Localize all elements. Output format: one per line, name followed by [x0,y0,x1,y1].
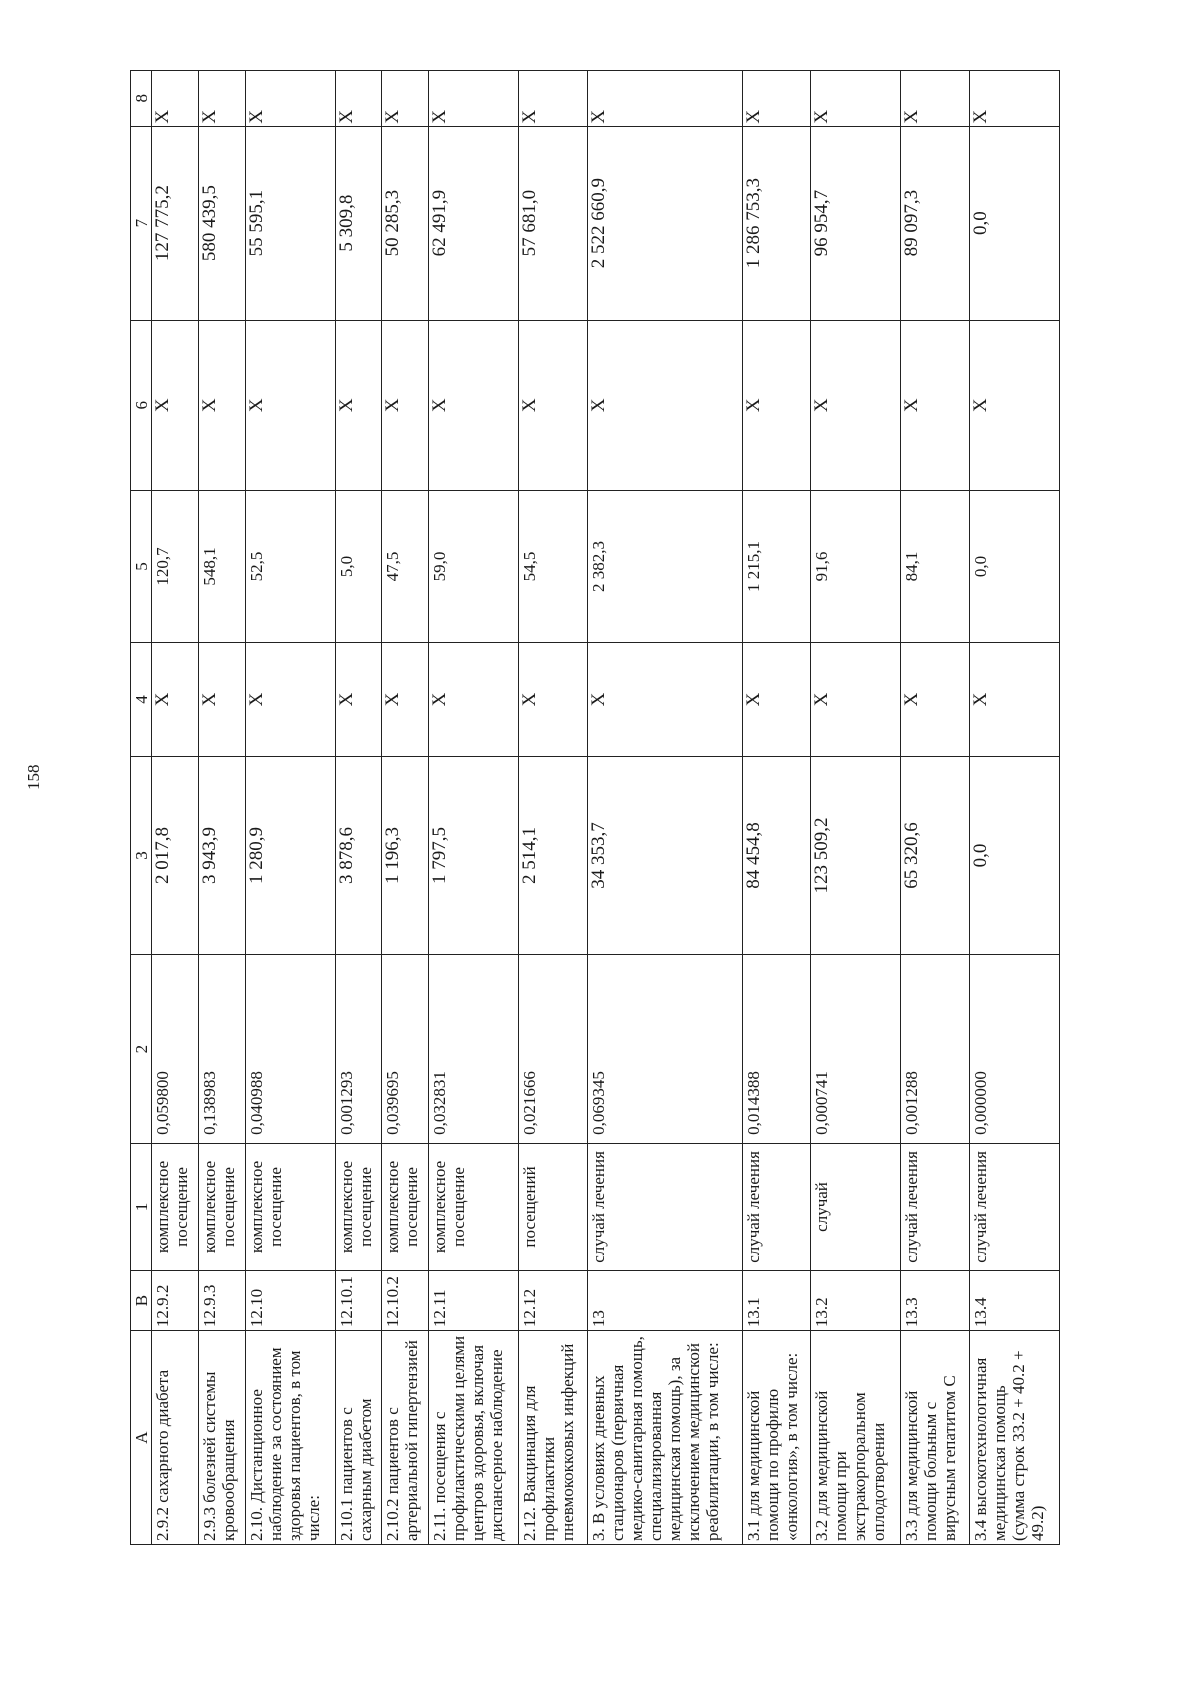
cell-col-2: 0,032831 [429,955,519,1143]
column-header: 7 [131,126,152,320]
cell-col-5: 548,1 [198,490,245,643]
row-name: 2.10.1 пациентов с сахарным диабетом [335,1331,382,1545]
table-row [429,71,519,1545]
cell-col-5: 0,0 [969,490,1059,643]
column-header: 5 [131,490,152,643]
cell-col-2: 0,138983 [198,955,245,1143]
cell-col-4: X [969,643,1059,756]
cell-col-3: 1 196,3 [382,756,429,955]
unit-cell: случай лечения [587,1143,742,1270]
cell-col-8: X [152,71,199,127]
cell-col-7: 580 439,5 [198,126,245,320]
row-code: 13.2 [811,1271,901,1331]
cell-col-7: 1 286 753,3 [742,126,810,320]
cell-col-8: X [587,71,742,127]
row-code: 12.9.3 [198,1271,245,1331]
cell-col-4: X [152,643,199,756]
cell-col-4: X [811,643,901,756]
cell-col-8: X [519,71,587,127]
cell-col-8: X [969,71,1059,127]
cell-col-6: X [382,320,429,490]
rotated-table-container [130,70,1060,1545]
cell-col-5: 47,5 [382,490,429,643]
cell-col-5: 52,5 [245,490,335,643]
cell-col-3: 84 454,8 [742,756,810,955]
cell-col-2: 0,001288 [901,955,969,1143]
unit-cell: комплексное посещение [245,1143,335,1270]
cell-col-7: 89 097,3 [901,126,969,320]
cell-col-6: X [742,320,810,490]
row-name: 3.4 высокотехнологичная медицинская помощь (сумма строк 33.2 + 40.2 + 49.2) [969,1331,1059,1545]
cell-col-6: X [335,320,382,490]
cell-col-4: X [198,643,245,756]
cell-col-3: 2 514,1 [519,756,587,955]
cell-col-5: 59,0 [429,490,519,643]
column-header: 6 [131,320,152,490]
unit-cell: случай лечения [901,1143,969,1270]
unit-cell: случай лечения [742,1143,810,1270]
cell-col-4: X [587,643,742,756]
cell-col-8: X [742,71,810,127]
cell-col-3: 3 878,6 [335,756,382,955]
cell-col-2: 0,000000 [969,955,1059,1143]
cell-col-5: 120,7 [152,490,199,643]
row-name: 2.9.3 болезней системы кровообращения [198,1331,245,1545]
table-row [152,71,199,1545]
cell-col-5: 91,6 [811,490,901,643]
unit-cell: комплексное посещение [152,1143,199,1270]
column-header: 4 [131,643,152,756]
table-row [519,71,587,1545]
cell-col-4: X [742,643,810,756]
table-row [742,71,810,1545]
cell-col-2: 0,001293 [335,955,382,1143]
unit-cell: случай лечения [969,1143,1059,1270]
cell-col-4: X [245,643,335,756]
table-row [198,71,245,1545]
column-header: 2 [131,955,152,1143]
cell-col-6: X [152,320,199,490]
cell-col-3: 0,0 [969,756,1059,955]
cell-col-8: X [198,71,245,127]
unit-cell: посещений [519,1143,587,1270]
column-header: A [131,1331,152,1545]
row-name: 2.12. Вакцинация для профилактики пневмококковых инфекций [519,1331,587,1545]
cell-col-2: 0,021666 [519,955,587,1143]
row-name: 2.9.2 сахарного диабета [152,1331,199,1545]
cell-col-7: 57 681,0 [519,126,587,320]
cell-col-2: 0,059800 [152,955,199,1143]
cell-col-3: 65 320,6 [901,756,969,955]
cell-col-4: X [335,643,382,756]
header-row [131,71,152,1545]
row-code: 12.10 [245,1271,335,1331]
cell-col-3: 2 017,8 [152,756,199,955]
column-header: 3 [131,756,152,955]
cell-col-5: 1 215,1 [742,490,810,643]
unit-cell: комплексное посещение [429,1143,519,1270]
row-code: 12.10.1 [335,1271,382,1331]
cell-col-4: X [519,643,587,756]
table-row [382,71,429,1545]
cell-col-6: X [811,320,901,490]
column-header: 1 [131,1143,152,1270]
column-header: B [131,1271,152,1331]
row-code: 12.12 [519,1271,587,1331]
cell-col-8: X [901,71,969,127]
cell-col-7: 2 522 660,9 [587,126,742,320]
cell-col-6: X [429,320,519,490]
table-row [587,71,742,1545]
unit-cell: комплексное посещение [382,1143,429,1270]
cell-col-7: 96 954,7 [811,126,901,320]
cell-col-7: 50 285,3 [382,126,429,320]
cell-col-6: X [587,320,742,490]
column-header: 8 [131,71,152,127]
cell-col-3: 1 280,9 [245,756,335,955]
table-row [335,71,382,1545]
cell-col-2: 0,039695 [382,955,429,1143]
unit-cell: комплексное посещение [335,1143,382,1270]
cell-col-5: 54,5 [519,490,587,643]
page-number: 158 [24,764,43,790]
unit-cell: комплексное посещение [198,1143,245,1270]
cell-col-5: 2 382,3 [587,490,742,643]
table-row [969,71,1059,1545]
row-code: 13 [587,1271,742,1331]
cell-col-6: X [969,320,1059,490]
cell-col-7: 5 309,8 [335,126,382,320]
row-name: 3.1 для медицинской помощи по профилю «онкология», в том числе: [742,1331,810,1545]
row-code: 12.9.2 [152,1271,199,1331]
cell-col-7: 127 775,2 [152,126,199,320]
cell-col-7: 0,0 [969,126,1059,320]
row-code: 13.3 [901,1271,969,1331]
cell-col-8: X [811,71,901,127]
cell-col-2: 0,014388 [742,955,810,1143]
cell-col-6: X [901,320,969,490]
cell-col-8: X [382,71,429,127]
cell-col-8: X [429,71,519,127]
cell-col-7: 62 491,9 [429,126,519,320]
table-row [901,71,969,1545]
cell-col-8: X [335,71,382,127]
cell-col-2: 0,000741 [811,955,901,1143]
row-name: 3.2 для медицинской помощи при экстракорпоральном оплодотворении [811,1331,901,1545]
cell-col-2: 0,069345 [587,955,742,1143]
row-code: 12.10.2 [382,1271,429,1331]
cell-col-4: X [429,643,519,756]
cell-col-4: X [382,643,429,756]
cell-col-2: 0,040988 [245,955,335,1143]
cell-col-8: X [245,71,335,127]
unit-cell: случай [811,1143,901,1270]
cell-col-5: 5,0 [335,490,382,643]
table-row [811,71,901,1545]
cell-col-3: 34 353,7 [587,756,742,955]
row-name: 2.10. Дистанционное наблюдение за состоянием здоровья пациентов, в том числе: [245,1331,335,1545]
cell-col-6: X [245,320,335,490]
row-name: 3.3 для медицинской помощи больным с вирусным гепатитом С [901,1331,969,1545]
cell-col-3: 3 943,9 [198,756,245,955]
row-name: 2.10.2 пациентов с артериальной гипертензией [382,1331,429,1545]
row-name: 3. В условиях дневных стационаров (первичная медико-санитарная помощь, специализированная медицинская помощь), за исключением медицинской реабилитации, в том числе: [587,1331,742,1545]
cell-col-7: 55 595,1 [245,126,335,320]
cell-col-6: X [519,320,587,490]
row-name: 2.11. посещения с профилактическими целями центров здоровья, включая диспансерное наблюдение [429,1331,519,1545]
row-code: 13.1 [742,1271,810,1331]
row-code: 13.4 [969,1271,1059,1331]
cell-col-6: X [198,320,245,490]
cell-col-3: 1 797,5 [429,756,519,955]
data-table [130,70,1060,1545]
table-row [245,71,335,1545]
cell-col-5: 84,1 [901,490,969,643]
cell-col-4: X [901,643,969,756]
row-code: 12.11 [429,1271,519,1331]
cell-col-3: 123 509,2 [811,756,901,955]
